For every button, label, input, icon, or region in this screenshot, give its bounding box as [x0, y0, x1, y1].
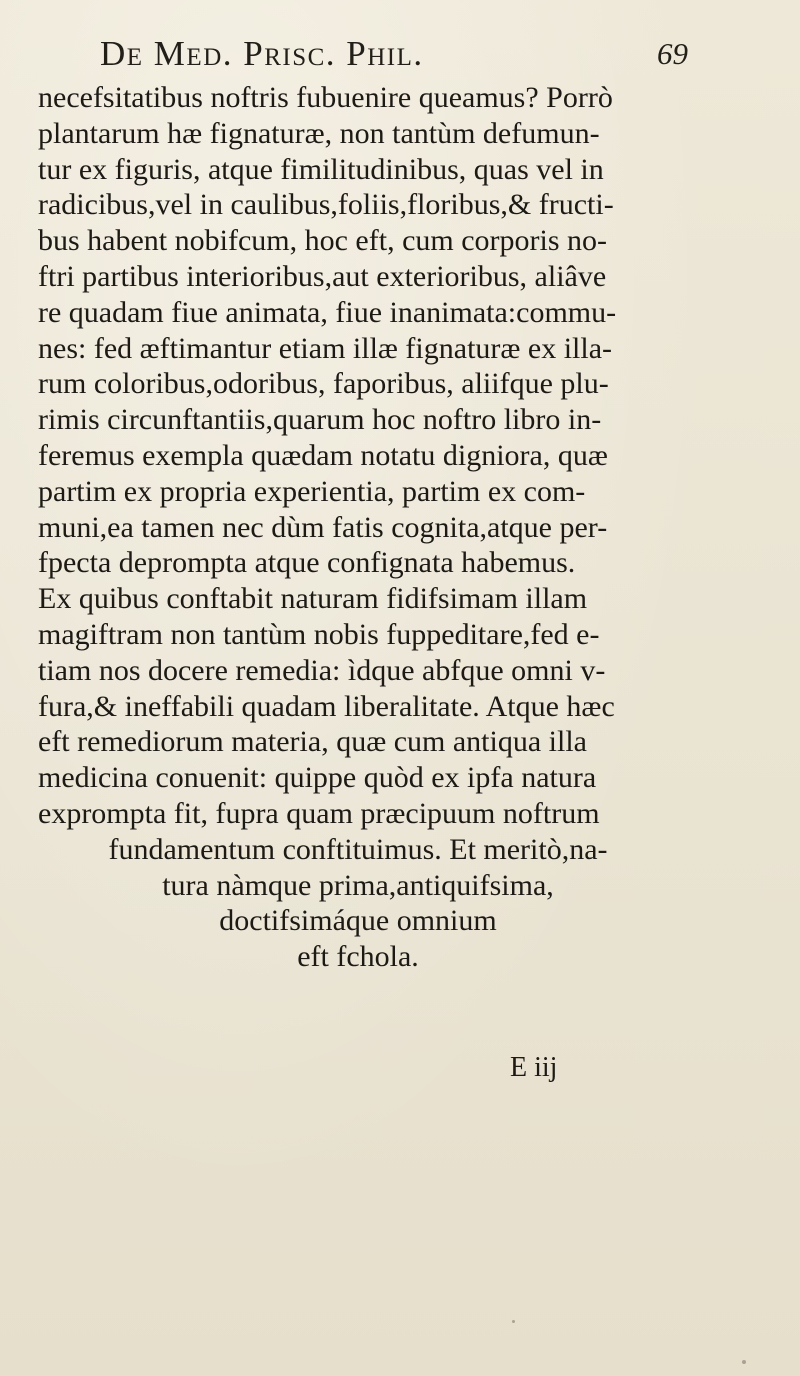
text-line: fundamentum conftituimus. Et meritò,na-	[108, 832, 608, 866]
text-line: partim ex propria experientia, partim ex com-	[38, 474, 586, 508]
text-line: rum coloribus,odoribus, faporibus, aliifque plu-	[38, 367, 609, 401]
text-line: fpecta deprompta atque confignata habemus.	[38, 546, 576, 580]
text-line: rimis circunftantiis,quarum hoc noftro libro in-	[38, 403, 602, 437]
signature-mark: E iij	[510, 1052, 558, 1083]
running-title: De Med. Prisc. Phil.	[100, 34, 424, 73]
text-line: tur ex figuris, atque fimilitudinibus, quas vel in	[38, 152, 604, 186]
text-line: fura,& ineffabili quadam liberalitate. Atque hæc	[38, 689, 615, 723]
paper-fleck	[512, 1320, 515, 1323]
text-line: nes: fed æftimantur etiam illæ fignaturæ ex illa-	[38, 331, 613, 365]
text-line: doctifsimáque omnium	[219, 904, 497, 938]
page-header	[100, 34, 700, 78]
body-text	[38, 80, 678, 975]
paper-fleck	[742, 1360, 746, 1364]
text-line: radicibus,vel in caulibus,foliis,floribus,& fructi-	[38, 188, 614, 222]
text-line: eft remediorum materia, quæ cum antiqua illa	[38, 725, 587, 759]
text-line: tiam nos docere remedia: ìdque abfque omni v-	[38, 653, 606, 687]
text-line: re quadam fiue animata, fiue inanimata:commu-	[38, 295, 617, 329]
text-line: plantarum hæ fignaturæ, non tantùm defumun-	[38, 116, 600, 150]
page-number: 69	[657, 36, 688, 71]
text-line: necefsitatibus noftris fubuenire queamus? Porrò	[38, 81, 613, 114]
text-line: feremus exempla quædam notatu digniora, quæ	[38, 438, 608, 472]
text-line: Ex quibus conftabit naturam fidifsimam illam	[38, 582, 588, 616]
text-line: bus habent nobifcum, hoc eft, cum corporis no-	[38, 224, 608, 258]
text-line: medicina conuenit: quippe quòd ex ipfa natura	[38, 761, 597, 795]
text-line: ftri partibus interioribus,aut exterioribus, aliâve	[38, 259, 607, 293]
text-line: muni,ea tamen nec dùm fatis cognita,atque per-	[38, 510, 608, 544]
text-line: exprompta fit, fupra quam præcipuum noftrum	[38, 796, 600, 830]
text-line: magiftram non tantùm nobis fuppeditare,fed e-	[38, 617, 600, 651]
text-line: eft fchola.	[297, 940, 419, 974]
text-line: tura nàmque prima,antiquifsima,	[162, 868, 554, 902]
